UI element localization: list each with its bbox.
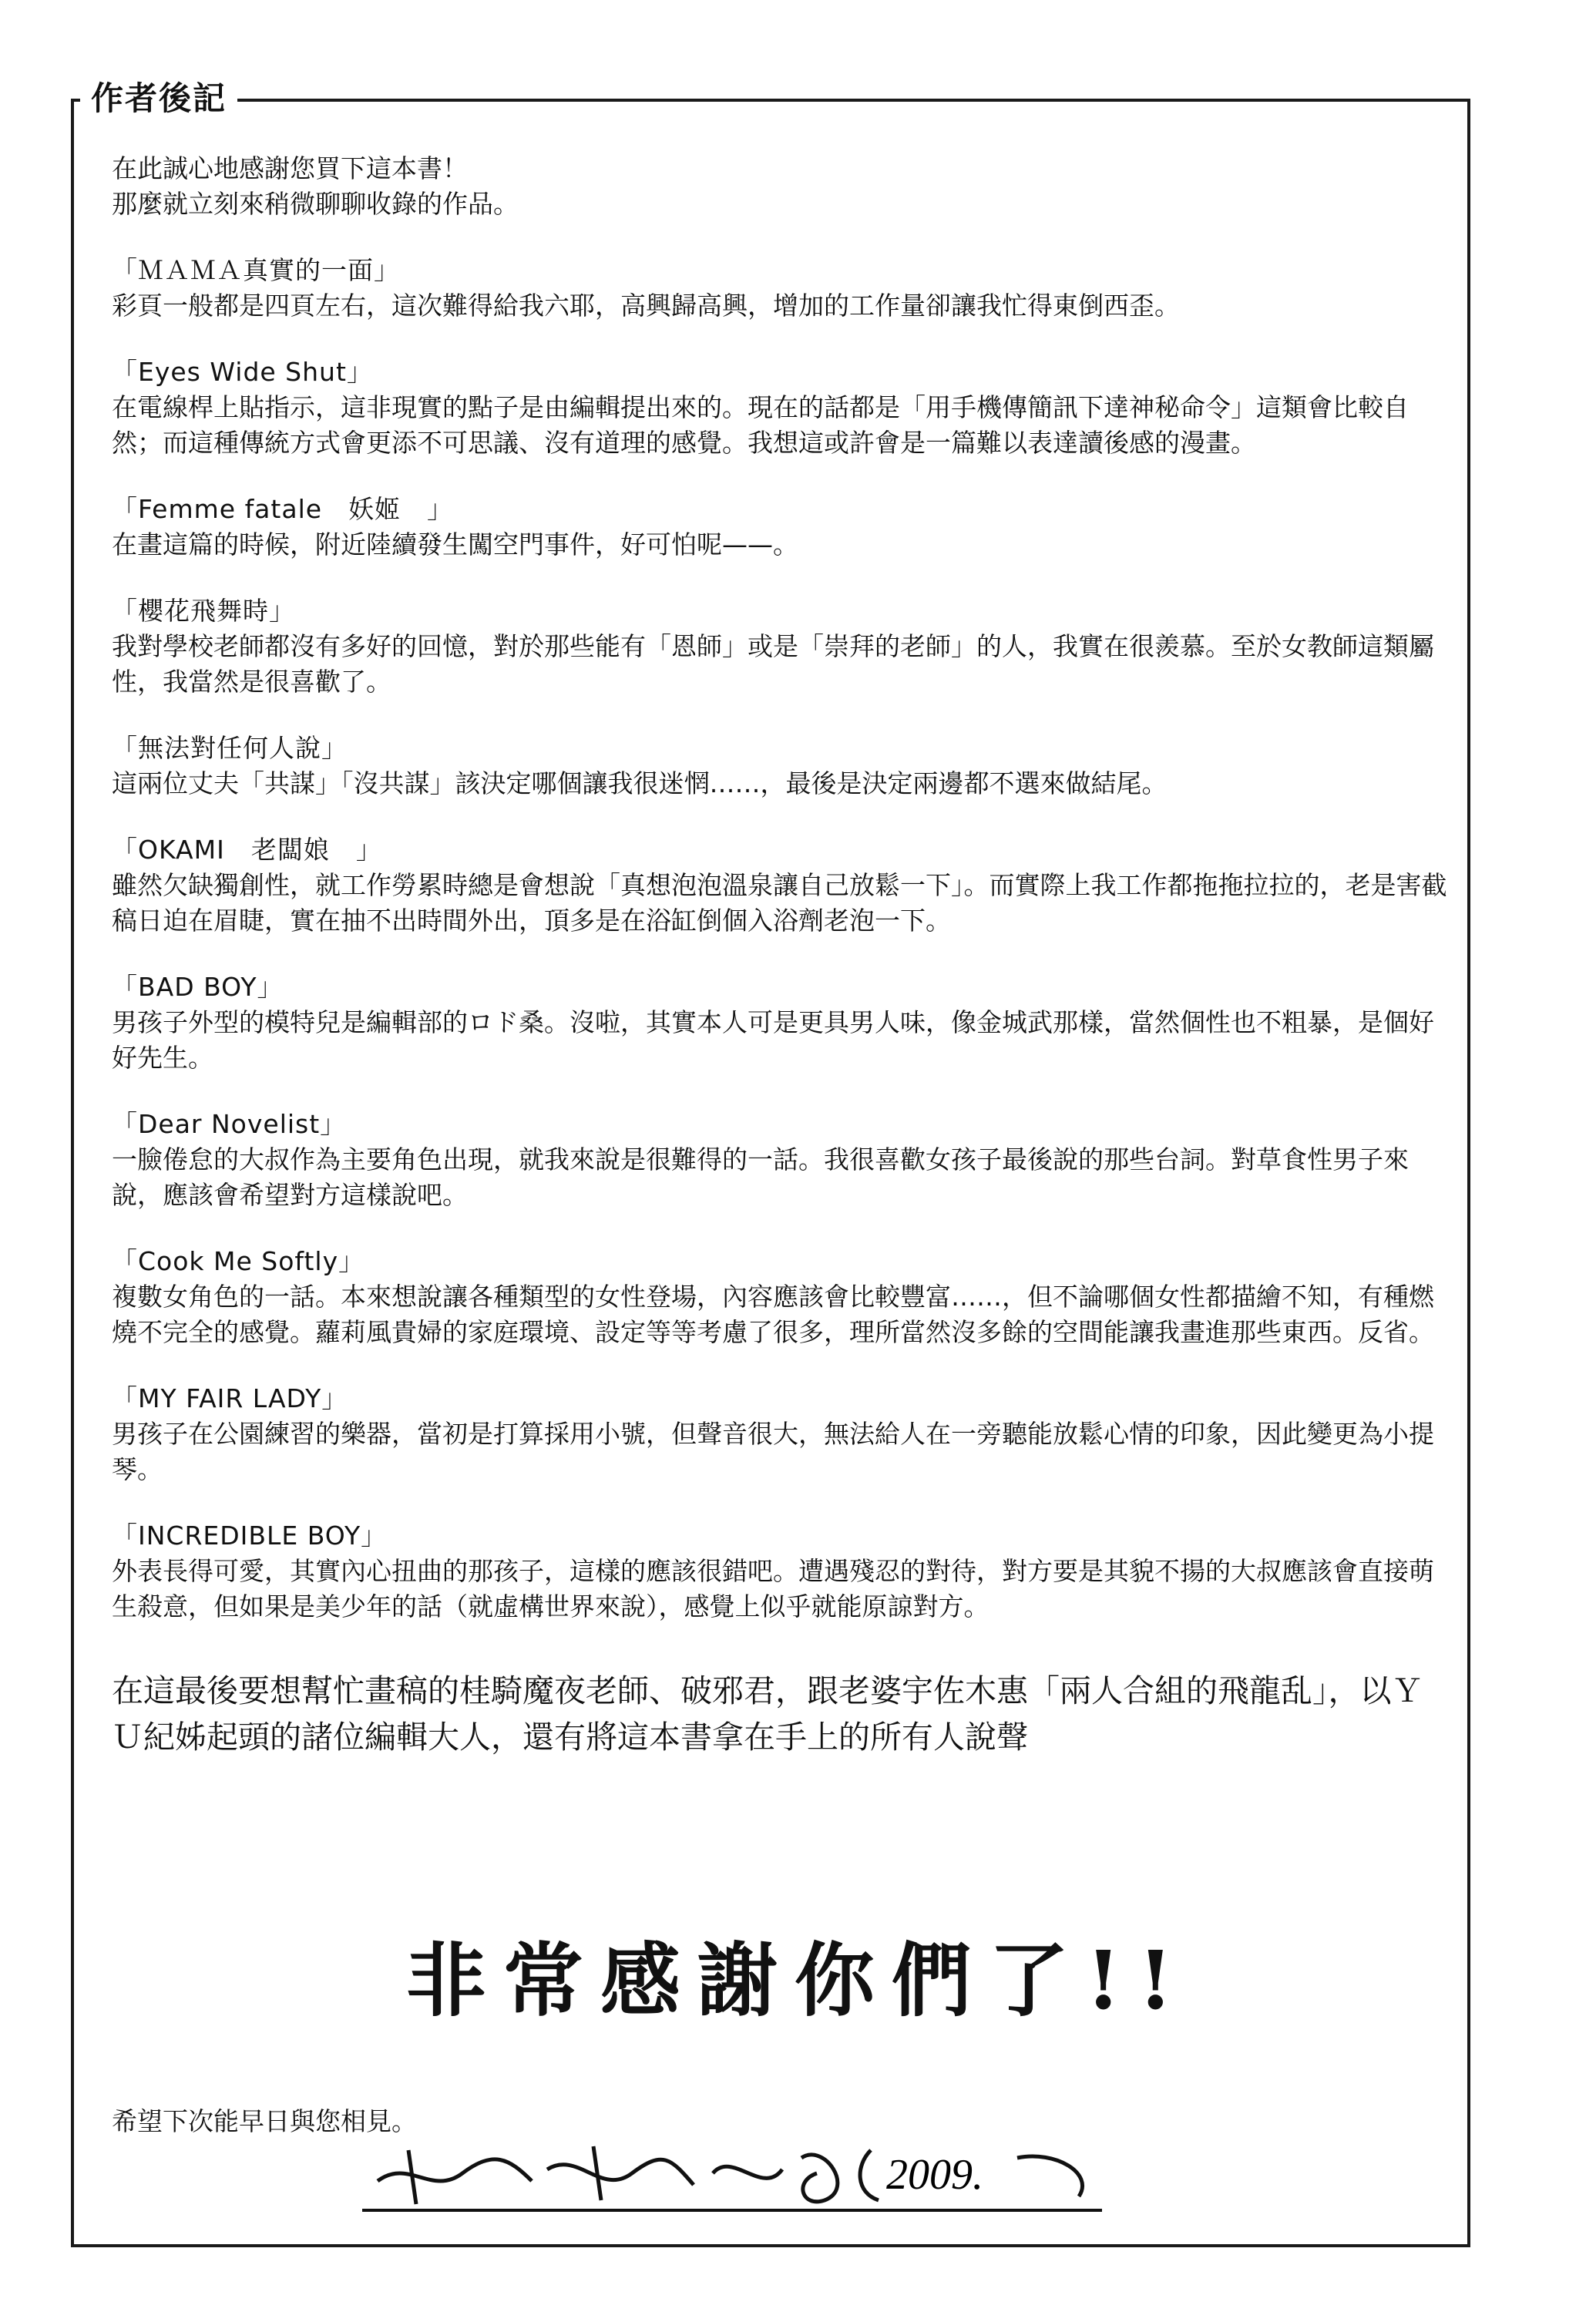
- work-comment: 在畫這篇的時候，附近陸續發生闖空門事件，好可怕呢——。: [112, 529, 798, 560]
- intro-line: 在此誠心地感謝您買下這本書！: [112, 153, 468, 183]
- work-title: 「MY FAIR LADY」: [112, 1383, 348, 1413]
- work-comment: 外表長得可愛，其實內心扭曲的那孩子，這樣的應該很錯吧。遭遇殘忍的對待，對方要是其貌不揚的大叔應該會直接萌生殺意，但如果是美少年的話（就虛構世界來說），感覺上似乎就能原諒對方。: [112, 1556, 1434, 1621]
- work-title: 「OKAMI 老闆娘 」: [112, 835, 382, 865]
- closing-text: 在這最後要想幫忙畫稿的桂騎魔夜老師、破邪君，跟老婆宇佐木惠「兩人合組的飛龍乱」，以ＹＵ紀姊起頭的諸位編輯大人，還有將這本書拿在手上的所有人說聲: [112, 1672, 1423, 1756]
- handwritten-signature: [362, 2127, 1117, 2220]
- work-entry-sakura: [112, 593, 1453, 700]
- work-comment: 彩頁一般都是四頁左右，這次難得給我六耶，高興歸高興，增加的工作量卻讓我忙得東倒西歪。: [112, 291, 1180, 321]
- intro: [112, 151, 1453, 222]
- page-title: 作者後記: [80, 74, 237, 123]
- work-comment: 複數女角色的一話。本來想說讓各種類型的女性登場，內容應該會比較豐富……，但不論哪個女性都描繪不知，有種燃燒不完全的感覺。蘿莉風貴婦的家庭環境、設定等等考慮了很多，理所當然沒多餘的空間能讓我畫進那些東西。反省。: [112, 1282, 1434, 1347]
- signature-scribble-icon: [362, 2127, 1117, 2220]
- work-title: 「Cook Me Softly」: [112, 1246, 365, 1276]
- work-comment: 我對學校老師都沒有多好的回憶，對於那些能有「恩師」或是「崇拜的老師」的人，我實在很羨慕。至於女教師這類屬性，我當然是很喜歡了。: [112, 631, 1434, 697]
- work-comment: 雖然欠缺獨創性，就工作勞累時總是會想說「真想泡泡溫泉讓自己放鬆一下」。而實際上我工作都拖拖拉拉的，老是害截稿日迫在眉睫，實在抽不出時間外出，頂多是在浴缸倒個入浴劑老泡一下。: [112, 870, 1447, 936]
- see-you-line: 希望下次能早日與您相見。: [112, 2106, 417, 2136]
- work-entry-my-fair-lady: [112, 1381, 1453, 1487]
- big-thanks-heading: 非常感謝你們了!!: [405, 1933, 1191, 2028]
- work-title: 「BAD BOY」: [112, 972, 284, 1002]
- work-entry-okami: [112, 832, 1453, 939]
- work-entry-femme-fatale: [112, 492, 1453, 563]
- work-entry-mama: [112, 253, 1453, 324]
- work-title: 「ＭＡＭＡ真實的一面」: [112, 255, 400, 285]
- work-title: 「INCREDIBLE BOY」: [112, 1521, 388, 1551]
- work-title: 「Femme fatale 妖姬 」: [112, 494, 454, 524]
- work-comment: 這兩位丈夫「共謀」「沒共謀」該決定哪個讓我很迷惘……，最後是決定兩邊都不選來做結尾。: [112, 768, 1168, 798]
- work-entry-cook-me-softly: [112, 1244, 1453, 1350]
- work-entry-muhou: [112, 731, 1453, 801]
- work-entry-incredible-boy: [112, 1518, 1453, 1625]
- closing-message: [112, 1668, 1445, 1760]
- signature-year: 2009.: [886, 2151, 983, 2199]
- work-title: 「櫻花飛舞時」: [112, 596, 295, 626]
- afterword-content: [112, 151, 1453, 1760]
- work-title: 「無法對任何人說」: [112, 733, 348, 763]
- work-entry-bad-boy: [112, 969, 1453, 1076]
- work-title: 「Dear Novelist」: [112, 1109, 347, 1139]
- work-title: 「Eyes Wide Shut」: [112, 357, 373, 387]
- work-comment: 男孩子外型的模特兒是編輯部的ロド桑。沒啦，其實本人可是更具男人味，像金城武那樣，當然個性也不粗暴，是個好好先生。: [112, 1007, 1434, 1073]
- work-entry-dear-novelist: [112, 1107, 1453, 1213]
- work-comment: 一臉倦怠的大叔作為主要角色出現，就我來說是很難得的一話。我很喜歡女孩子最後說的那些台詞。對草食性男子來說，應該會希望對方這樣說吧。: [112, 1144, 1409, 1210]
- work-comment: 男孩子在公園練習的樂器，當初是打算採用小號，但聲音很大，無法給人在一旁聽能放鬆心情的印象，因此變更為小提琴。: [112, 1419, 1434, 1484]
- work-entry-eyes-wide-shut: [112, 355, 1453, 461]
- intro-line: 那麼就立刻來稍微聊聊收錄的作品。: [112, 189, 519, 219]
- work-comment: 在電線桿上貼指示，這非現實的點子是由編輯提出來的。現在的話都是「用手機傳簡訊下達神秘命令」這類會比較自然；而這種傳統方式會更添不可思議、沒有道理的感覺。我想這或許會是一篇難以表達讀後感的漫畫。: [112, 392, 1409, 458]
